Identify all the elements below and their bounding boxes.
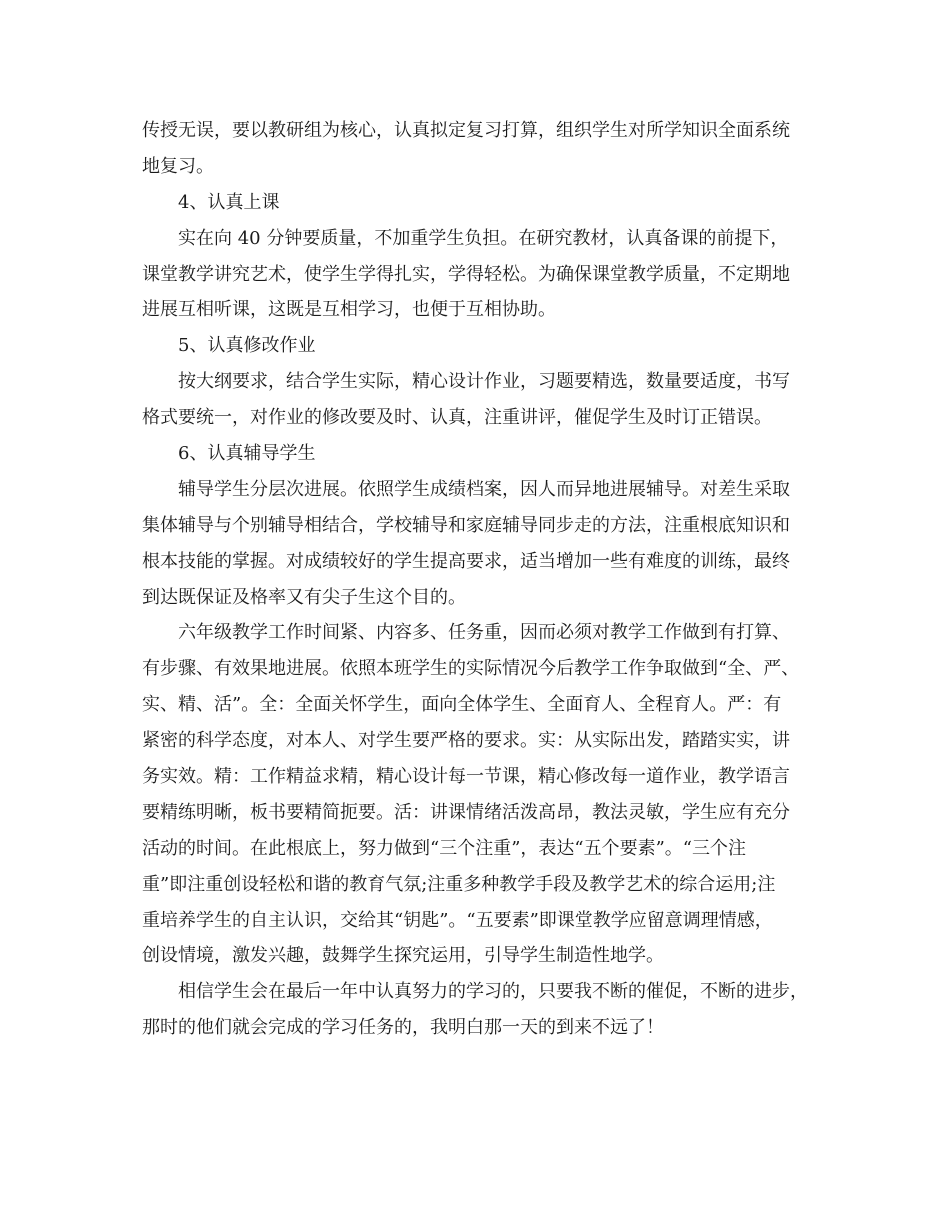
text-line: 课堂教学讲究艺术，使学生学得扎实，学得轻松。为确保课堂教学质量，不定期地 (142, 263, 790, 285)
text-line: 地复习。 (142, 155, 214, 177)
text-line: 那时的他们就会完成的学习任务的，我明白那一天的到来不远了！ (142, 1017, 664, 1039)
paragraph-first-line: 辅导学生分层次进展。依照学生成绩档案，因人而异地进展辅导。对差生采取 (178, 478, 790, 500)
paragraph-first-line: 实在向 40 分钟要质量，不加重学生负担。在研究教材，认真备课的前提下， (178, 227, 789, 249)
paragraph-first-line: 6、认真辅导学生 (178, 443, 316, 465)
text-line: 格式要统一，对作业的修改要及时、认真，注重讲评，催促学生及时订正错误。 (142, 407, 772, 429)
text-line: 创设情境，激发兴趣，鼓舞学生探究运用，引导学生制造性地学。 (142, 945, 664, 967)
paragraph-first-line: 六年级教学工作时间紧、内容多、任务重，因而必须对教学工作做到有打算、 (178, 622, 790, 644)
paragraph-first-line: 5、认真修改作业 (178, 335, 316, 357)
paragraph-first-line: 按大纲要求，结合学生实际，精心设计作业，习题要精选，数量要适度，书写 (178, 371, 790, 393)
text-line: 重”即注重创设轻松和谐的教育气氛;注重多种教学手段及教学艺术的综合运用;注 (142, 873, 776, 895)
text-line: 要精练明晰，板书要精简扼要。活：讲课情绪活泼高昂，教法灵敏，学生应有充分 (142, 801, 790, 823)
text-line: 务实效。精：工作精益求精，精心设计每一节课，精心修改每一道作业，教学语言 (142, 766, 790, 788)
paragraph-first-line: 相信学生会在最后一年中认真努力的学习的，只要我不断的催促，不断的进步， (178, 981, 808, 1003)
text-line: 重培养学生的自主认识，交给其“钥匙”。“五要素”即课堂教学应留意调理情感， (142, 909, 773, 931)
text-line: 有步骤、有效果地进展。依照本班学生的实际情况今后教学工作争取做到“全、严、 (142, 658, 800, 680)
text-line: 活动的时间。在此根底上，努力做到“三个注重”，表达“五个要素”。“三个注 (142, 837, 747, 859)
text-line: 紧密的科学态度，对本人、对学生要严格的要求。实：从实际出发，踏踏实实，讲 (142, 730, 790, 752)
text-line: 实、精、活”。全：全面关怀学生，面向全体学生、全面育人、全程育人。严：有 (142, 694, 782, 716)
text-line: 根本技能的掌握。对成绩较好的学生提高要求，适当增加一些有难度的训练，最终 (142, 550, 790, 572)
text-line: 进展互相听课，这既是互相学习，也便于互相协助。 (142, 299, 556, 321)
document-page (142, 113, 830, 1046)
text-line: 传授无误，要以教研组为核心，认真拟定复习打算，组织学生对所学知识全面系统 (142, 120, 790, 141)
text-line: 集体辅导与个别辅导相结合，学校辅导和家庭辅导同步走的方法，注重根底知识和 (142, 514, 790, 536)
paragraph-first-line: 4、认真上课 (178, 191, 280, 213)
text-line: 到达既保证及格率又有尖子生这个目的。 (142, 586, 466, 608)
